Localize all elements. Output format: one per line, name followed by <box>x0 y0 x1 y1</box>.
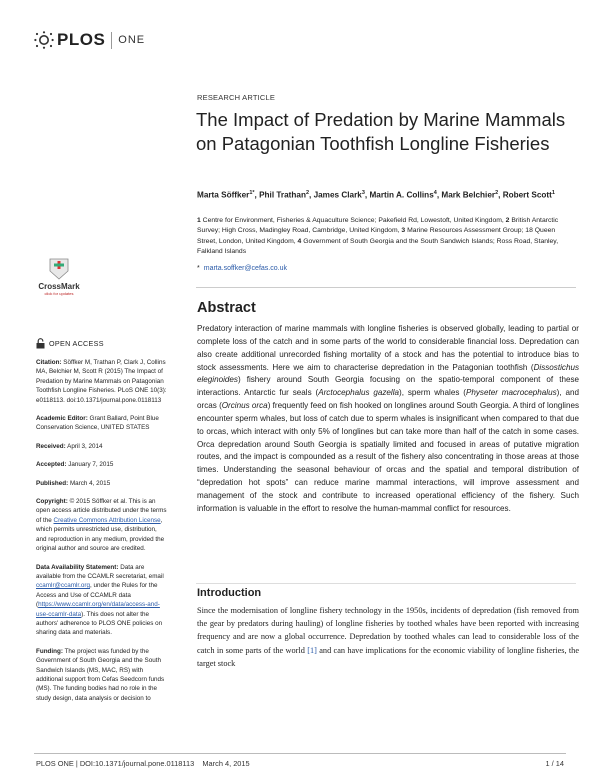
species-name: Orcinus orca <box>221 401 268 411</box>
abstract-text: Predatory interaction of marine mammals with longline fisheries is observed globally, leading to partial or complete loss of the catch and in some parts of the world to considerable financial loss. Depredation can also create additional unrecorded fishing mortality of a stock and has the potential to introduce bias to stock assessments. Here we aim to characterise depredation in the Patagonian toothfish (Dissostichus eleginoides) fishery around South Georgia focusing on the spatio-temporal component of these interactions. Antarctic fur seals (Arctocephalus gazella), sperm whales (Physeter macrocephalus), and orcas (Orcinus orca) frequently feed on fish hooked on longlines around South Georgia. A third of longlines encounter sperm whales, but loss of catch due to sperm whales is insignificant when compared to that due to orcas, which interact with only 5% of longlines but can take more than half of the catch in some cases. Orca depredation around South Georgia is spatially limited and focused in areas of putative migration routes, and the impact is compounded as a result of the fishery also concentrating in those areas at those times. Understanding the seasonal behaviour of orcas and the spatial and temporal distribution of “depredation hot spots” can reduce marine mammal interactions, will improve assessment and management of the stock and contribute to increased operational efficiency of the fishery. Such information is valuable in the effort to resolve the human-mammal conflict for resources. <box>197 324 579 513</box>
author-name[interactable]: James Clark <box>313 190 362 200</box>
author-name[interactable]: Robert Scott <box>502 190 552 200</box>
data-access-link[interactable]: https://www.ccamlr.org/en/data/access-and-use-ccamlr-data <box>36 601 160 618</box>
open-lock-icon <box>36 338 45 349</box>
corresponding-mark: * <box>252 190 255 196</box>
author-affil-sup: 3 <box>361 190 365 196</box>
introduction-text: Since the modernisation of longline fishery technology in the 1950s, incidents of depredation (fish removed from the gear by predators during hauling) of longline fisheries by toothed whales have been reported with increasing frequency and are now a global occurrence. Depredation by toothed whales can lead to considerable loss of the catch in some parts of the world [1] and can have implications for the economic viability of longline fisheries, the target stock <box>197 606 580 668</box>
affiliation-list <box>197 216 577 257</box>
author-name[interactable]: Phil Trathan <box>259 190 306 200</box>
species-name: Dissostichus eleginoides <box>197 362 579 385</box>
author-affil-sup: 1 <box>249 190 253 196</box>
introduction-heading: Introduction <box>197 587 262 599</box>
affil-num: 2 <box>505 217 510 224</box>
affil-num: 1 <box>197 217 201 224</box>
email-link[interactable]: marta.soffker@cefas.co.uk <box>203 265 287 272</box>
article-type: RESEARCH ARTICLE <box>197 93 276 102</box>
footer-citation: PLOS ONE | DOI:10.1371/journal.pone.0118113 March 4, 2015 <box>36 759 250 768</box>
affil-text: Government of South Georgia and the South Sandwich Islands; Ross Road, Stanley, Falkland Islands <box>197 237 559 255</box>
author-list: Marta Söffker$^{1*}$, Phil Trathan$^2$, James Clark$^3$, Martin A. Collins$^4$, Mark Belchier$^2$, Robert Scott$^1$ <box>197 190 555 200</box>
author-affil-sup: 4 <box>433 190 437 196</box>
license-link[interactable]: Creative Commons Attribution License <box>53 516 161 524</box>
data-availability-block: Data Availability Statement: Data are available from the CCAMLR secretariat, email ccamlr@ccamlr.org, under the Rules for the Access and Use of CCAMLR data (https://www.ccamlr.org/en/data/access-and-use-ccamlr-data). This does not alter the authors' adherence to PLOS ONE policies on sharing data and materials. <box>36 563 164 637</box>
page-number: 1 / 14 <box>545 759 564 768</box>
author-affil-sup: 2 <box>305 190 310 196</box>
accepted-date: Accepted: January 7, 2015 <box>36 461 114 469</box>
logo-plos-text: PLOS <box>57 30 106 49</box>
author-name[interactable]: Marta Söffker <box>197 190 250 200</box>
plos-one-logo[interactable] <box>34 30 145 50</box>
crossmark-sublabel: click for updates <box>44 291 74 296</box>
divider <box>196 583 576 584</box>
logo-journal-text: ONE <box>118 34 146 46</box>
corresponding-star: * <box>197 265 200 272</box>
crossmark-label: CrossMark <box>38 282 80 291</box>
abstract-heading: Abstract <box>197 300 256 316</box>
open-access-badge <box>36 338 168 349</box>
funding-block: Funding: The project was funded by the Government of South Georgia and the South Sandwich Islands (MS, MAC, RS) with additional support from Cefas Seedcorn funds (MS). The funding bodies had no role in the study design, data analysis or decision to <box>36 647 165 702</box>
crossmark-icon <box>48 257 70 281</box>
data-email-link[interactable]: ccamlr@ccamlr.org <box>36 582 90 590</box>
article-info-sidebar <box>36 338 168 712</box>
species-name: Arctocephalus gazella <box>318 388 400 398</box>
logo-divider <box>111 32 112 49</box>
affil-num: 4 <box>297 237 302 245</box>
copyright-block: Copyright: © 2015 Söffker et al. This is an open access article distributed under the terms of the Creative Commons Attribution License, which permits unrestricted use, distribution, and reproduction in any medium, provided the original author and source are credited. <box>36 498 167 553</box>
affil-text: Marine Resources Assessment Group; 18 Queen Street, London, United Kingdom, <box>197 227 556 245</box>
corresponding-email[interactable] <box>197 265 287 272</box>
species-name: Physeter macrocephalus <box>465 388 557 398</box>
received-date: Received: April 3, 2014 <box>36 442 103 450</box>
author-name[interactable]: Mark Belchier <box>441 190 496 200</box>
editor-block: Academic Editor: Grant Ballard, Point Blue Conservation Science, UNITED STATES <box>36 415 159 432</box>
open-access-label: OPEN ACCESS <box>49 338 104 348</box>
author-name[interactable]: Martin A. Collins <box>369 190 434 200</box>
footer-divider <box>34 753 566 754</box>
article-title: The Impact of Predation by Marine Mammals on Patagonian Toothfish Longline Fisheries <box>196 109 566 154</box>
crossmark-badge[interactable] <box>38 257 80 296</box>
affil-text: Centre for Environment, Fisheries & Aquaculture Science; Pakefield Rd, Lowestoft, United Kingdom, <box>202 217 504 224</box>
citation-block: Citation: Söffker M, Trathan P, Clark J, Collins MA, Belchier M, Scott R (2015) The Impact of Predation by Marine Mammals on Patagonian Toothfish Longline Fisheries. PLoS ONE 10(3): e0118113. doi:10.1371/journal.pone.0118113 <box>36 359 167 404</box>
divider <box>196 287 576 288</box>
plos-logo-mark-icon <box>34 31 54 49</box>
reference-link[interactable]: [1] <box>307 645 317 655</box>
author-affil-sup: 2 <box>495 190 499 196</box>
published-date: Published: March 4, 2015 <box>36 479 111 487</box>
affil-text: British Antarctic Survey; High Cross, Madingley Road, Cambridge, United Kingdom, <box>197 217 559 235</box>
affil-num: 3 <box>401 227 406 235</box>
author-affil-sup: 1 <box>551 190 555 196</box>
